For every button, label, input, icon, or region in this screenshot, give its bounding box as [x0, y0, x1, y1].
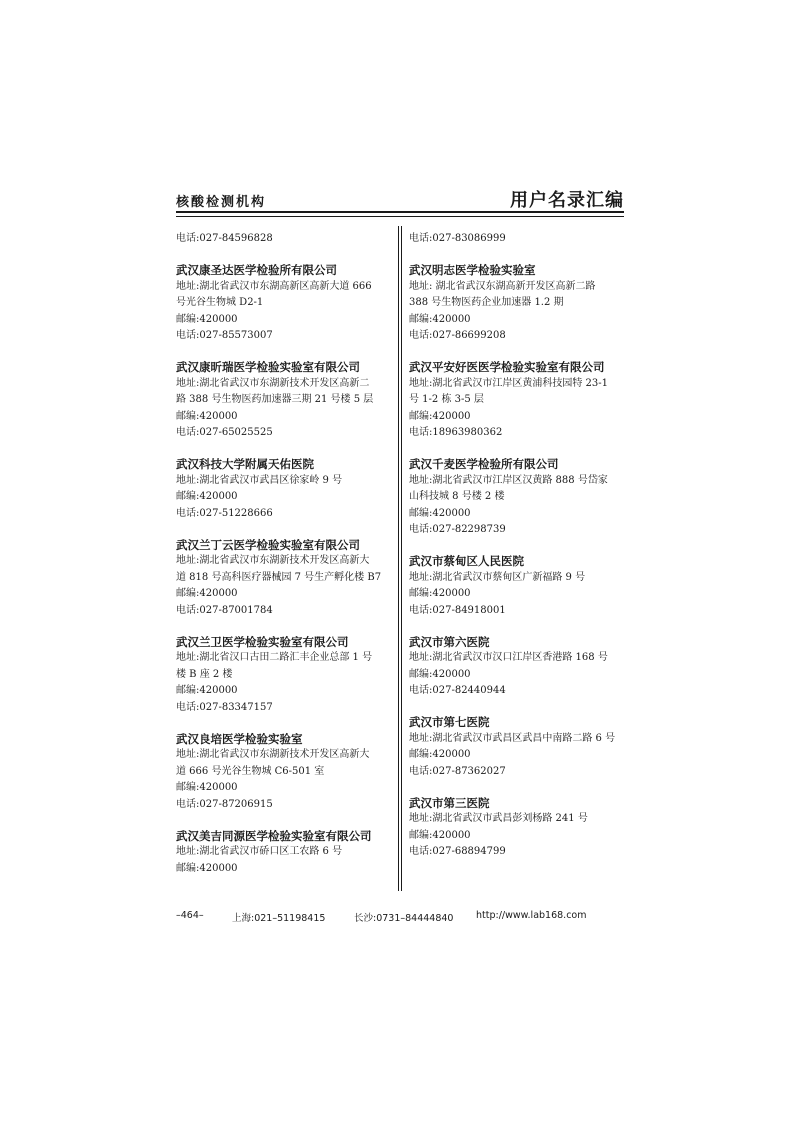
- entry-line: 邮编:420000: [176, 782, 238, 793]
- header-rule: [176, 211, 624, 217]
- entry-line: 邮编:420000: [176, 410, 238, 422]
- directory-entry: [409, 553, 623, 619]
- directory-entry: [176, 359, 390, 442]
- entry-line: 邮编:420000: [176, 588, 238, 599]
- entry-line: 电话:027-83347157: [176, 701, 273, 713]
- entry-line: 地址:湖北省武汉市东湖新技术开发区高新二: [176, 377, 370, 389]
- entry-line: 电话:027-82298739: [409, 524, 506, 535]
- entry-line: 388 号生物医药企业加速器 1.2 期: [409, 297, 564, 308]
- entry-line: 道 666 号光谷生物城 C6-501 室: [176, 765, 325, 777]
- directory-entry: [176, 262, 390, 345]
- directory-entry: [409, 456, 623, 539]
- institution-name: 武汉兰丁云医学检验实验室有限公司: [176, 537, 360, 552]
- entry-line: 电话:027-87362027: [409, 765, 506, 777]
- entry-line: 电话:027-82440944: [409, 685, 506, 696]
- entry-line: 地址:湖北省武汉市武昌区武昌中南路二路 6 号: [409, 732, 616, 744]
- institution-name: 武汉康圣达医学检验所有限公司: [176, 263, 337, 277]
- footer-shanghai-phone: 上海:021–51198415: [232, 913, 326, 924]
- directory-entry: [176, 634, 390, 717]
- institution-name: 武汉康昕瑞医学检验实验室有限公司: [176, 360, 360, 374]
- entry-line: 地址:湖北省武汉市蔡甸区广新福路 9 号: [409, 571, 586, 583]
- entry-line: 路 388 号生物医药加速器三期 21 号楼 5 层: [176, 394, 374, 405]
- entry-line: 电话:18963980362: [409, 427, 503, 438]
- institution-name: 武汉科技大学附属天佑医院: [176, 457, 314, 471]
- entry-line: 电话:027-68894799: [409, 846, 506, 857]
- column-divider: [398, 226, 402, 891]
- directory-entry: [409, 795, 623, 861]
- directory-entry: [409, 262, 623, 345]
- entry-line: 号光谷生物城 D2-1: [176, 297, 264, 308]
- entry-line: 电话:027-84918001: [409, 604, 506, 616]
- entry-line: 邮编:420000: [176, 685, 238, 696]
- institution-name: 武汉美吉同源医学检验实验室有限公司: [176, 828, 372, 843]
- page-number: –464–: [176, 910, 204, 921]
- directory-entry: [176, 731, 390, 814]
- entry-line: 地址:湖北省武汉市武昌彭刘杨路 241 号: [409, 813, 588, 824]
- entry-line: 邮编:420000: [176, 313, 238, 325]
- institution-name: 武汉良培医学检验实验室: [176, 731, 303, 746]
- entry-line: 地址:湖北省武汉市东湖高新区高新大道 666: [176, 280, 372, 292]
- entry-line: 邮编:420000: [409, 507, 471, 519]
- entry-line: 电话:027-51228666: [176, 507, 273, 519]
- entry-line: 山科技城 8 号楼 2 楼: [409, 491, 505, 502]
- entry-line: 邮编:420000: [409, 749, 471, 760]
- continued-phone: 电话:027-84596828: [176, 233, 273, 244]
- entry-line: 地址:湖北省武汉市东湖新技术开发区高新大: [176, 749, 370, 760]
- entry-line: 邮编:420000: [409, 668, 471, 680]
- entry-line: 地址:湖北省武汉市硚口区工农路 6 号: [176, 846, 343, 857]
- directory-entry: [176, 828, 390, 878]
- directory-entry: [176, 456, 390, 522]
- entry-line: 电话:027-85573007: [176, 330, 273, 341]
- entry-line: 电话:027-87001784: [176, 604, 273, 616]
- entry-line: 道 818 号高科医疗器械园 7 号生产孵化楼 B7: [176, 571, 382, 583]
- entry-line: 号 1-2 栋 3-5 层: [409, 394, 484, 405]
- entry-line: 邮编:420000: [409, 410, 471, 422]
- entry-line: 地址:湖北省汉口古田二路汇丰企业总部 1 号: [176, 652, 373, 663]
- institution-name: 武汉市第七医院: [409, 715, 490, 729]
- institution-name: 武汉兰卫医学检验实验室有限公司: [176, 634, 349, 649]
- entry-line: 邮编:420000: [176, 862, 238, 874]
- entry-line: 楼 B 座 2 楼: [176, 668, 233, 680]
- entry-line: 电话:027-65025525: [176, 427, 273, 438]
- entry-line: 地址:湖北省武汉市江岸区黄浦科技园特 23-1: [409, 377, 609, 389]
- directory-entry: [176, 537, 390, 620]
- right-column: [409, 231, 623, 861]
- directory-entry: [409, 714, 623, 780]
- running-header-title: 核酸检测机构: [176, 195, 267, 210]
- entry-line: 地址:湖北省武汉市江岸区汉黄路 888 号岱家: [409, 474, 608, 486]
- left-column: [176, 231, 390, 877]
- footer-changsha-phone: 长沙:0731–84444840: [354, 913, 454, 924]
- directory-entry: [409, 359, 623, 442]
- entry-line: 邮编:420000: [409, 829, 471, 841]
- institution-name: 武汉明志医学检验实验室: [409, 263, 536, 277]
- institution-name: 武汉市蔡甸区人民医院: [409, 554, 524, 568]
- entry-line: 邮编:420000: [176, 491, 238, 502]
- entry-line: 电话:027-86699208: [409, 330, 506, 341]
- entry-line: 地址:湖北省武汉市武昌区徐家岭 9 号: [176, 474, 343, 486]
- directory-entry: [409, 634, 623, 700]
- entry-line: 邮编:420000: [409, 588, 471, 599]
- entry-line: 地址: 湖北省武汉东湖高新开发区高新二路: [409, 280, 596, 292]
- entry-line: 地址:湖北省武汉市东湖新技术开发区高新大: [176, 555, 370, 566]
- institution-name: 武汉千麦医学检验所有限公司: [409, 457, 559, 471]
- entry-line: 电话:027-87206915: [176, 798, 273, 810]
- institution-name: 武汉平安好医医学检验实验室有限公司: [409, 360, 605, 374]
- entry-line: 地址:湖北省武汉市汉口江岸区香港路 168 号: [409, 652, 608, 663]
- institution-name: 武汉市第六医院: [409, 634, 490, 649]
- entry-line: 邮编:420000: [409, 313, 471, 325]
- footer-website-link[interactable]: http://www.lab168.com: [476, 910, 587, 921]
- institution-name: 武汉市第三医院: [409, 795, 490, 810]
- continued-phone: 电话:027-83086999: [409, 233, 506, 244]
- section-title: 用户名录汇编: [510, 190, 624, 211]
